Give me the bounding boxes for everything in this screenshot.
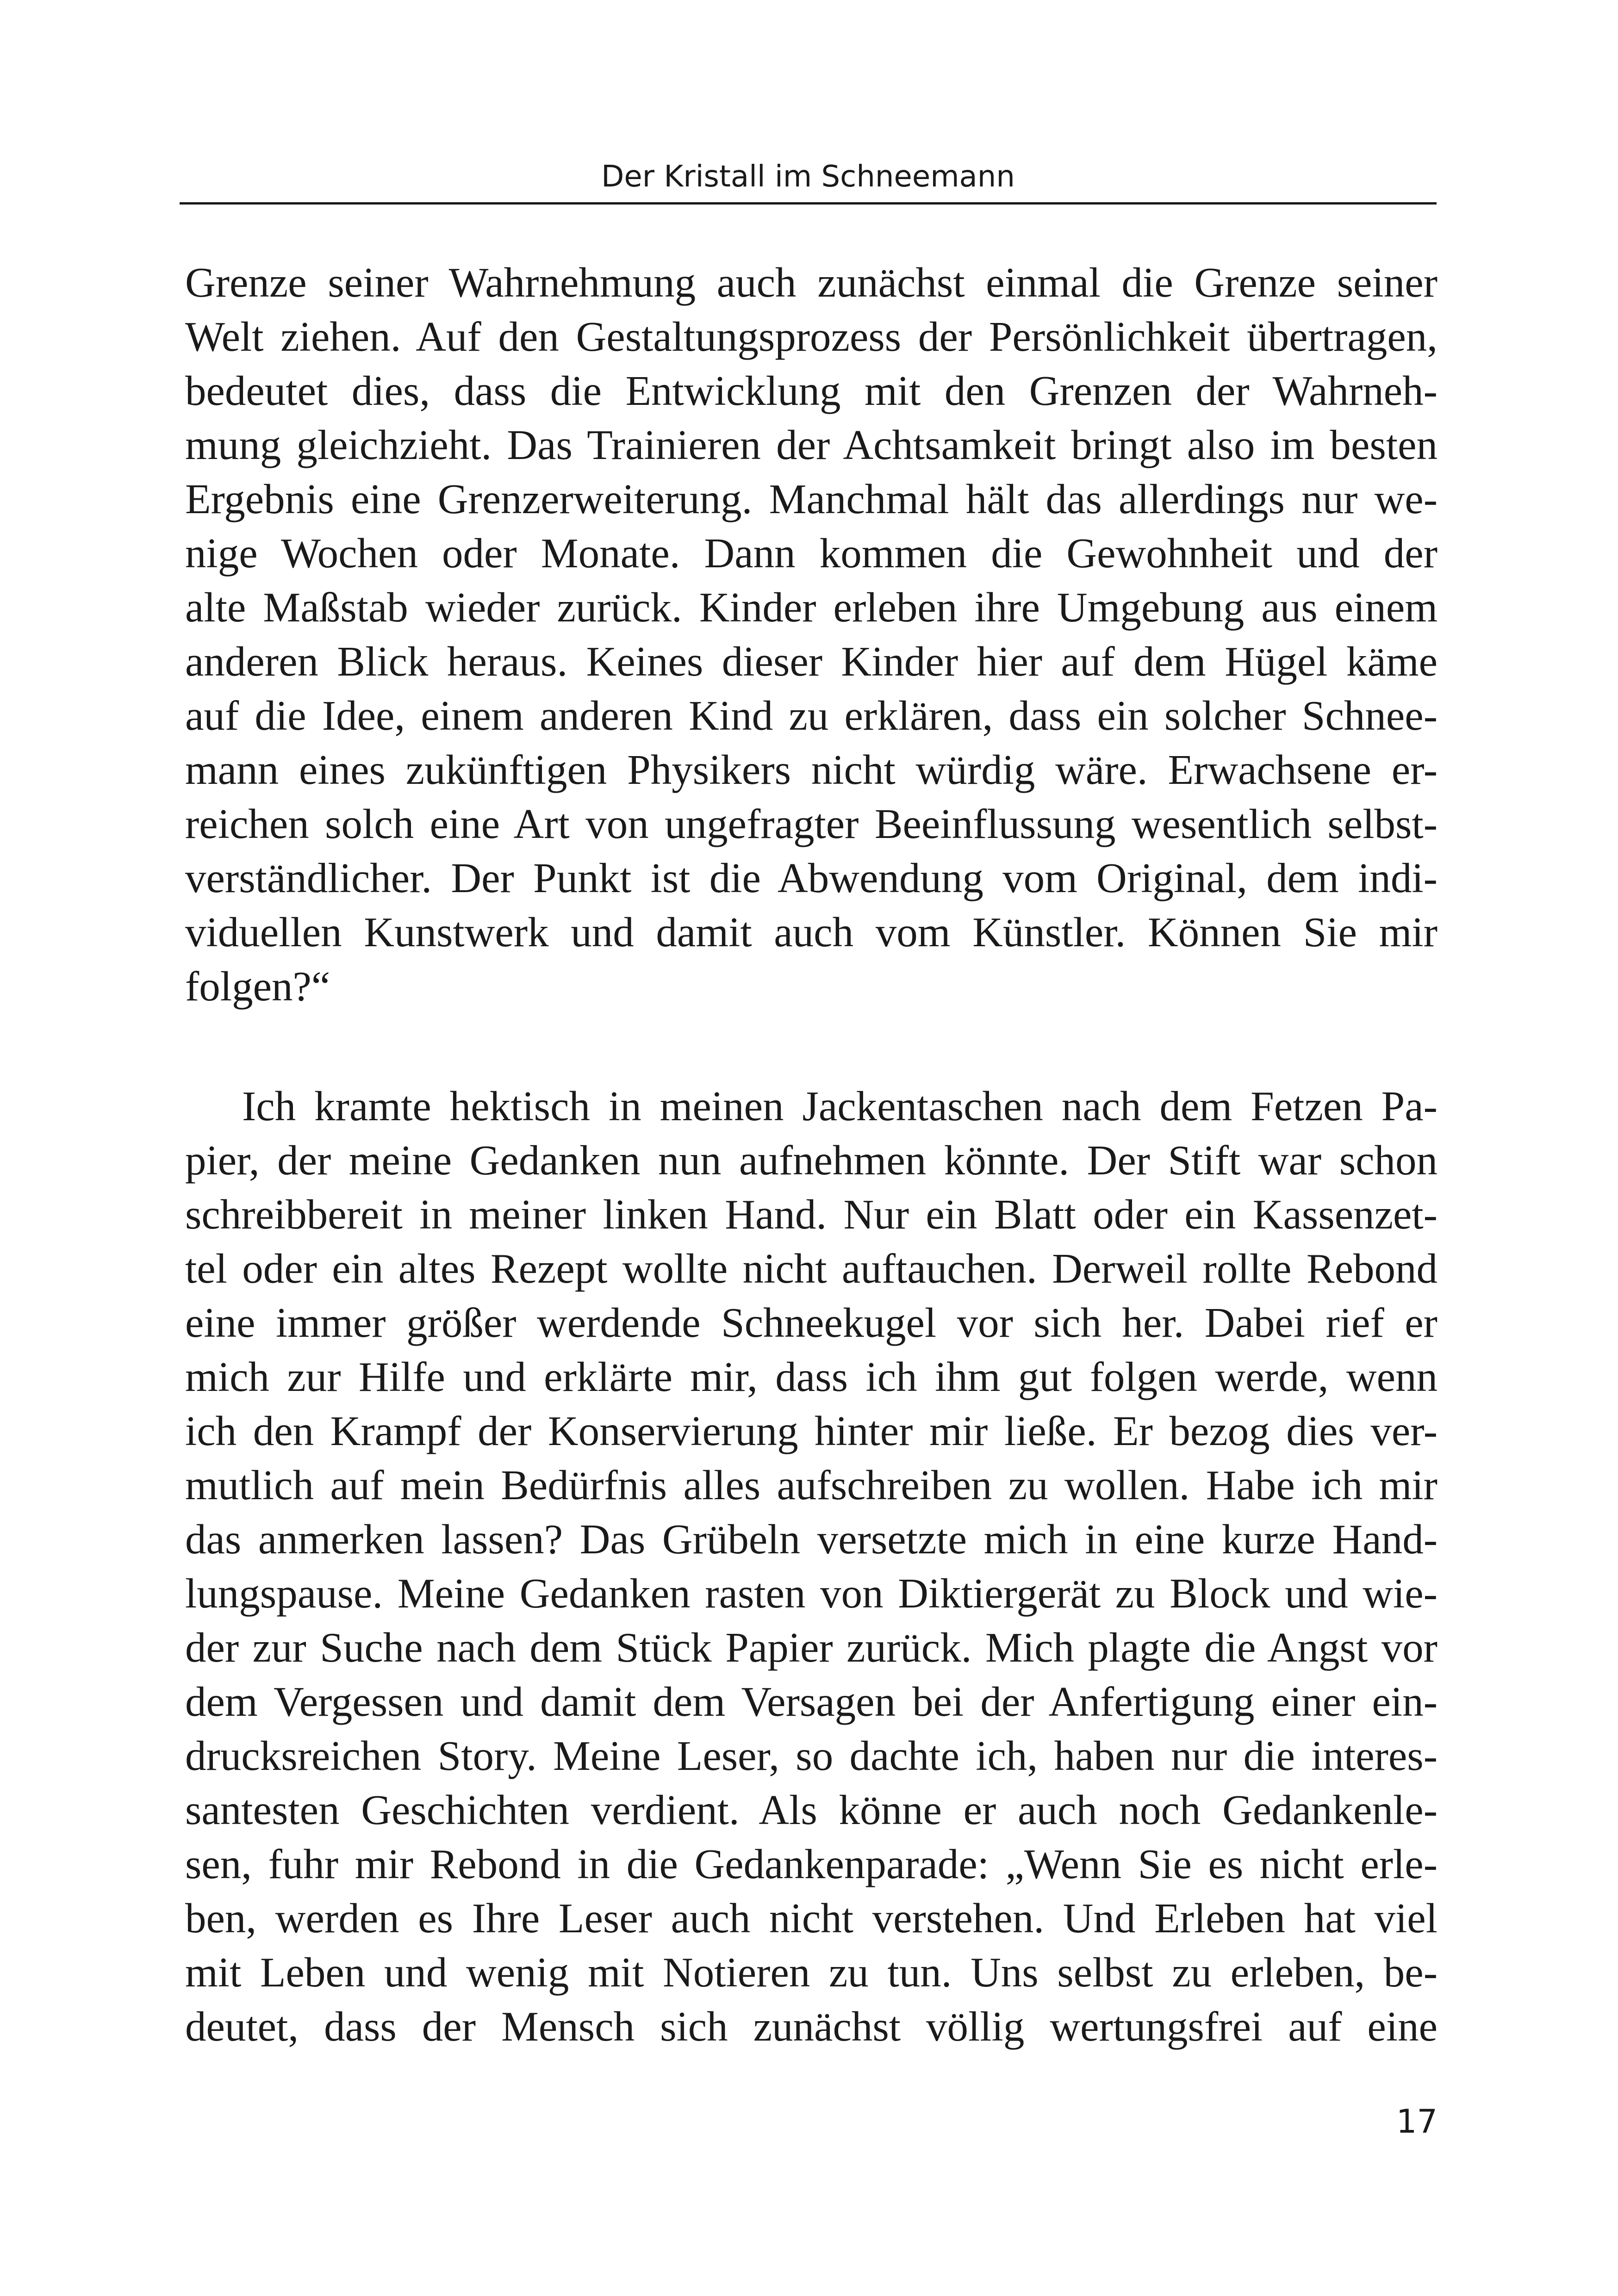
text-line: nige Wochen oder Monate. Dann kommen die Gewohnheit und der <box>185 530 1438 577</box>
paragraph <box>185 1079 1438 2054</box>
text-line: das anmerken lassen? Das Grübeln versetzte mich in eine kurze Hand- <box>185 1516 1438 1563</box>
text-line: verständlicher. Der Punkt ist die Abwendung vom Original, dem indi- <box>185 855 1438 901</box>
text-line: tel oder ein altes Rezept wollte nicht auftauchen. Derweil rollte Rebond <box>185 1245 1438 1292</box>
text-line: pier, der meine Gedanken nun aufnehmen könnte. Der Stift war schon <box>185 1137 1438 1184</box>
text-line: Ich kramte hektisch in meinen Jackentaschen nach dem Fetzen Pa- <box>242 1083 1438 1129</box>
text-line: schreibbereit in meiner linken Hand. Nur ein Blatt oder ein Kassenzet- <box>185 1191 1438 1238</box>
text-line: viduellen Kunstwerk und damit auch vom Künstler. Können Sie mir <box>185 909 1438 956</box>
text-line: drucksreichen Story. Meine Leser, so dachte ich, haben nur die interes- <box>185 1732 1438 1779</box>
text-line: mit Leben und wenig mit Notieren zu tun. Uns selbst zu erleben, be- <box>185 1949 1438 1996</box>
text-line: dem Vergessen und damit dem Versagen bei der Anfertigung einer ein- <box>185 1678 1438 1725</box>
text-line: Grenze seiner Wahrnehmung auch zunächst einmal die Grenze seiner <box>185 259 1438 306</box>
page-number: 17 <box>1396 2103 1438 2141</box>
text-line: alte Maßstab wieder zurück. Kinder erleben ihre Umgebung aus einem <box>185 584 1438 631</box>
text-line: anderen Blick heraus. Keines dieser Kinder hier auf dem Hügel käme <box>185 638 1438 685</box>
text-line: mung gleichzieht. Das Trainieren der Achtsamkeit bringt also im besten <box>185 422 1438 468</box>
text-line: santesten Geschichten verdient. Als könne er auch noch Gedankenle- <box>185 1787 1438 1833</box>
text-line: deutet, dass der Mensch sich zunächst völlig wertungsfrei auf eine <box>185 2003 1438 2050</box>
text-line: reichen solch eine Art von ungefragter Beeinflussung wesentlich selbst- <box>185 800 1438 847</box>
text-line: lungspause. Meine Gedanken rasten von Diktiergerät zu Block und wie- <box>185 1570 1438 1617</box>
text-line: der zur Suche nach dem Stück Papier zurück. Mich plagte die Angst vor <box>185 1624 1438 1671</box>
text-line: mutlich auf mein Bedürfnis alles aufschreiben zu wollen. Habe ich mir <box>185 1462 1438 1508</box>
text-line: sen, fuhr mir Rebond in die Gedankenparade: „Wenn Sie es nicht erle- <box>185 1841 1438 1887</box>
text-line: folgen?“ <box>185 963 330 1010</box>
running-header: Der Kristall im Schneemann <box>180 153 1437 205</box>
text-line: ben, werden es Ihre Leser auch nicht verstehen. Und Erleben hat viel <box>185 1895 1438 1942</box>
text-line: ich den Krampf der Konservierung hinter mir ließe. Er bezog dies ver- <box>185 1408 1438 1454</box>
text-line: mann eines zukünftigen Physikers nicht würdig wäre. Erwachsene er- <box>185 746 1438 793</box>
text-line: Ergebnis eine Grenzerweiterung. Manchmal hält das allerdings nur we- <box>185 476 1438 522</box>
paragraph-continued <box>185 255 1438 1013</box>
text-line: bedeutet dies, dass die Entwicklung mit den Grenzen der Wahrneh- <box>185 367 1438 414</box>
text-line: auf die Idee, einem anderen Kind zu erklären, dass ein solcher Schnee- <box>185 692 1438 739</box>
text-line: eine immer größer werdende Schneekugel vor sich her. Dabei rief er <box>185 1299 1438 1346</box>
text-line: mich zur Hilfe und erklärte mir, dass ich ihm gut folgen werde, wenn <box>185 1353 1438 1400</box>
text-line: Welt ziehen. Auf den Gestaltungsprozess der Persönlichkeit übertragen, <box>185 313 1438 360</box>
